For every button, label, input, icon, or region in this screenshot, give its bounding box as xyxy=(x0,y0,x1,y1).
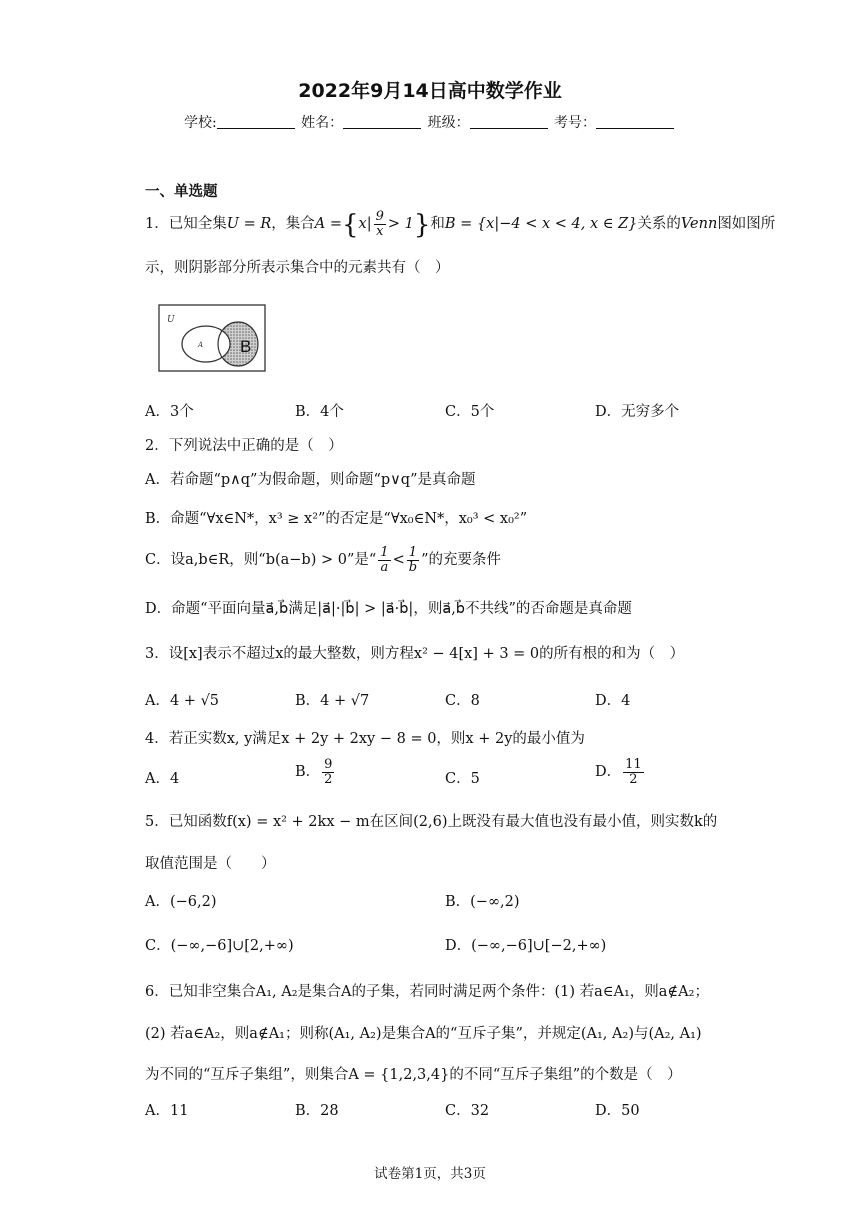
q2-c-frac1-num: 1 xyxy=(380,545,389,560)
q6-option-b[interactable]: B．28 xyxy=(295,1103,339,1119)
venn-b-label: B xyxy=(240,337,252,356)
q1-line1: 1．已知全集U = R，集合A ={x| $\frac{9}{x}$ > 1}和B = {x|−4 < x < 4, x ∈ Z}关系的Venn图如图所 xyxy=(145,209,776,241)
q2-c-lt: < xyxy=(392,552,405,569)
q4-stem: 4．若正实数x, y满足x + 2y + 2xy − 8 = 0，则x + 2y的最小值为 xyxy=(145,731,585,747)
q5-option-c[interactable]: C．(−∞,−6]∪[2,+∞) xyxy=(145,938,294,954)
q3-option-a[interactable]: A．4 + √5 xyxy=(145,693,220,709)
q4-b-frac xyxy=(322,758,334,786)
school-blank[interactable] xyxy=(217,114,295,129)
q6-option-d[interactable]: D．50 xyxy=(595,1103,640,1119)
name-label: 姓名： xyxy=(301,115,344,131)
q1-option-a[interactable]: A．3个 xyxy=(145,404,194,420)
q1-set-b: B = {x|−4 < x < 4, x ∈ Z} xyxy=(444,216,638,233)
q1-line2: 示，则阴影部分所表示集合中的元素共有（ ） xyxy=(145,260,450,276)
q4-option-d[interactable] xyxy=(595,758,646,786)
q1-set-a-cond: > 1 xyxy=(387,216,414,233)
q4-b-num: 9 xyxy=(324,757,333,772)
q6-line2: (2) 若a∈A₂，则a∉A₁；则称(A₁, A₂)是集合A的“互斥子集”，并规定(A₁, A₂)与(A₂, A₁) xyxy=(145,1026,702,1042)
q1-venn-word: Venn xyxy=(680,216,718,233)
q3-option-b[interactable]: B．4 + √7 xyxy=(295,693,370,709)
venn-u-label: U xyxy=(167,315,175,325)
q4-d-frac xyxy=(623,758,644,786)
q2-c-text-a: C．设a,b∈R，则“b(a−b) > 0”是“ xyxy=(145,552,377,569)
q2-c-frac-2 xyxy=(407,546,419,574)
q2-c-text-b: ”的充要条件 xyxy=(421,552,501,569)
q6-option-c[interactable]: C．32 xyxy=(445,1103,490,1119)
q1-option-c[interactable]: C．5个 xyxy=(445,404,495,420)
q1-brace-close: } xyxy=(413,210,431,241)
q5-line1: 5．已知函数f(x) = x² + 2kx − m在区间(2,6)上既没有最大值也没有最小值，则实数k的 xyxy=(145,814,718,830)
q4-b-den: 2 xyxy=(324,771,333,787)
q1-universal-set: U = R xyxy=(226,216,272,233)
class-blank[interactable] xyxy=(470,114,548,129)
exam-no-label: 考号： xyxy=(554,115,597,131)
venn-diagram xyxy=(158,304,266,372)
q5-line2: 取值范围是（ ） xyxy=(145,856,276,872)
q1-set-a-label: A = xyxy=(314,216,342,233)
q1-frac-num: 9 xyxy=(375,209,384,224)
q2-option-c[interactable] xyxy=(145,546,501,574)
exam-no-blank[interactable] xyxy=(596,114,674,129)
q2-option-a[interactable]: A．若命题“p∧q”为假命题，则命题“p∨q”是真命题 xyxy=(145,472,476,488)
q6-option-a[interactable]: A．11 xyxy=(145,1103,189,1119)
q1-text-e: 图如图所 xyxy=(717,216,776,233)
section-heading: 一、单选题 xyxy=(145,184,218,200)
q4-option-a[interactable]: A．4 xyxy=(145,771,180,787)
q2-stem: 2．下列说法中正确的是（ ） xyxy=(145,438,343,454)
q4-option-c[interactable]: C．5 xyxy=(445,771,480,787)
q6-line3: 为不同的“互斥子集组”，则集合A = {1,2,3,4}的不同“互斥子集组”的个数是（ ） xyxy=(145,1067,682,1083)
q1-fraction xyxy=(374,210,386,238)
q2-option-b[interactable]: B．命题“∀x∈N*，x³ ≥ x²”的否定是“∀x₀∈N*，x₀³ < x₀²” xyxy=(145,511,528,527)
q3-option-c[interactable]: C．8 xyxy=(445,693,480,709)
q1-set-a-var: x xyxy=(358,216,367,233)
q4-d-label: D． xyxy=(595,764,622,781)
page-title: 2022年9月14日高中数学作业 xyxy=(298,80,562,102)
q3-option-d[interactable]: D．4 xyxy=(595,693,631,709)
q2-c-frac-1 xyxy=(378,546,390,574)
name-blank[interactable] xyxy=(343,114,421,129)
q1-text-d: 关系的 xyxy=(637,216,681,233)
venn-a-label: A xyxy=(198,341,204,349)
q4-b-label: B． xyxy=(295,764,321,781)
class-label: 班级： xyxy=(427,115,470,131)
q1-option-b[interactable]: B．4个 xyxy=(295,404,344,420)
q1-text-b: ，集合 xyxy=(271,216,315,233)
q4-d-den: 2 xyxy=(629,771,638,787)
q6-line1: 6．已知非空集合A₁, A₂是集合A的子集，若同时满足两个条件：(1) 若a∈A₁，则a∉A₂； xyxy=(145,984,709,1000)
q1-text-a: 1．已知全集 xyxy=(145,216,227,233)
q4-option-b[interactable] xyxy=(295,758,336,786)
q2-c-frac1-den: a xyxy=(380,559,389,575)
q4-d-num: 11 xyxy=(625,757,642,772)
q5-option-a[interactable]: A．(−6,2) xyxy=(145,894,217,910)
q1-brace-open: { xyxy=(341,210,359,241)
q1-frac-den: x xyxy=(376,223,384,239)
q1-option-d[interactable]: D．无穷多个 xyxy=(595,404,680,420)
school-label: 学校: xyxy=(183,115,217,131)
q2-option-d[interactable]: D．命题“平面向量a⃗,b⃗满足|a⃗|·|b⃗| > |a⃗·b⃗|，则a⃗,b⃗不共线”的否命题是真命题 xyxy=(145,601,632,617)
q2-c-frac2-den: b xyxy=(408,559,418,575)
page-footer: 试卷第1页，共3页 xyxy=(374,1166,486,1182)
q2-c-frac2-num: 1 xyxy=(407,546,419,561)
q1-text-c: 和 xyxy=(430,216,445,233)
q3-stem: 3．设[x]表示不超过x的最大整数，则方程x² − 4[x] + 3 = 0的所有根的和为（ ） xyxy=(145,646,685,662)
q5-option-b[interactable]: B．(−∞,2) xyxy=(445,894,520,910)
q5-option-d[interactable]: D．(−∞,−6]∪[−2,+∞) xyxy=(445,938,607,954)
student-info-line xyxy=(0,112,860,132)
